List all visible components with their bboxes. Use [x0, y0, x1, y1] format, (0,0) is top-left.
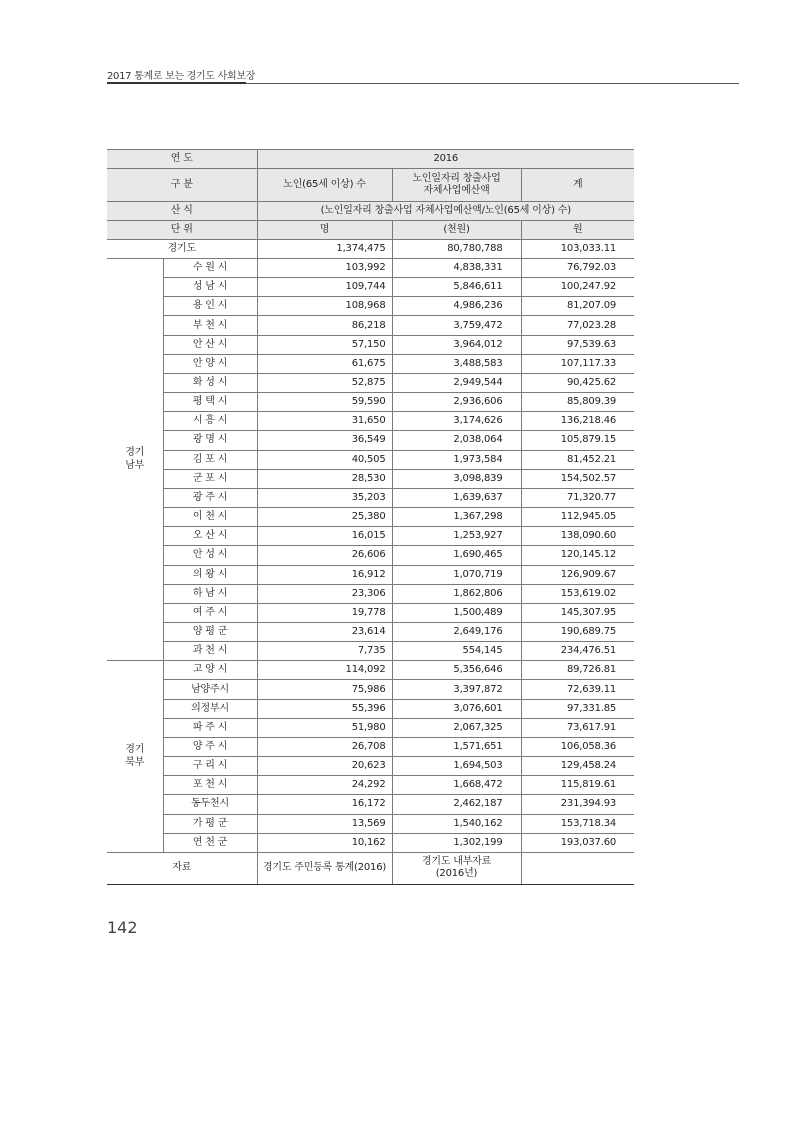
per-capita-budget-cell: 81,452.21: [521, 450, 634, 469]
city-name-cell: 의정부시: [163, 699, 257, 718]
per-capita-budget-cell: 100,247.92: [521, 278, 634, 297]
table-row: [107, 546, 634, 565]
column-header-budget-line1: 노인일자리 창출사업: [412, 173, 501, 184]
budget-cell: 1,694,503: [392, 757, 521, 776]
city-name-cell: 하 남 시: [163, 584, 257, 603]
table-row: [107, 584, 634, 603]
per-capita-budget-cell: 105,879.15: [521, 431, 634, 450]
table-row: [107, 833, 634, 852]
city-name-cell: 파 주 시: [163, 718, 257, 737]
unit-row: [107, 221, 634, 240]
column-header-total: 계: [521, 169, 634, 202]
table-row: [107, 776, 634, 795]
city-name-cell: 수 원 시: [163, 259, 257, 278]
table-row: [107, 488, 634, 507]
budget-cell: 4,838,331: [392, 259, 521, 278]
source-label: 자료: [107, 852, 257, 884]
elderly-population-cell: 55,396: [257, 699, 392, 718]
formula-row: [107, 202, 634, 221]
elderly-population-cell: 103,992: [257, 259, 392, 278]
elderly-population-cell: 40,505: [257, 450, 392, 469]
city-name-cell: 용 인 시: [163, 297, 257, 316]
header-rule-thin: [246, 83, 739, 84]
city-name-cell: 광 주 시: [163, 488, 257, 507]
budget-cell: 3,964,012: [392, 335, 521, 354]
per-capita-budget-cell: 154,502.57: [521, 469, 634, 488]
elderly-population-cell: 10,162: [257, 833, 392, 852]
elderly-population-cell: 52,875: [257, 373, 392, 392]
per-capita-budget-cell: 138,090.60: [521, 527, 634, 546]
source-budget-line2: (2016년): [435, 868, 478, 880]
elderly-population-cell: 86,218: [257, 316, 392, 335]
per-capita-budget-cell: 77,023.28: [521, 316, 634, 335]
unit-label: 단 위: [107, 221, 257, 240]
table-row: [107, 412, 634, 431]
per-capita-budget-cell: 153,718.34: [521, 814, 634, 833]
per-capita-budget-cell: 85,809.39: [521, 393, 634, 412]
city-name-cell: 의 왕 시: [163, 565, 257, 584]
per-capita-budget-cell: 97,539.63: [521, 335, 634, 354]
category-row: [107, 169, 634, 202]
elderly-population-cell: 61,675: [257, 354, 392, 373]
elderly-population-cell: 35,203: [257, 488, 392, 507]
table-row: [107, 259, 634, 278]
province-total: 103,033.11: [521, 240, 634, 259]
per-capita-budget-cell: 136,218.46: [521, 412, 634, 431]
city-name-cell: 성 남 시: [163, 278, 257, 297]
per-capita-budget-cell: 126,909.67: [521, 565, 634, 584]
city-name-cell: 안 성 시: [163, 546, 257, 565]
region-group-rows: [107, 259, 634, 853]
city-name-cell: 안 양 시: [163, 354, 257, 373]
per-capita-budget-cell: 71,320.77: [521, 488, 634, 507]
budget-cell: 3,488,583: [392, 354, 521, 373]
elderly-population-cell: 59,590: [257, 393, 392, 412]
city-name-cell: 고 양 시: [163, 661, 257, 680]
elderly-population-cell: 19,778: [257, 603, 392, 622]
budget-cell: 1,367,298: [392, 508, 521, 527]
elderly-population-cell: 75,986: [257, 680, 392, 699]
budget-cell: 2,462,187: [392, 795, 521, 814]
per-capita-budget-cell: 231,394.93: [521, 795, 634, 814]
budget-cell: 2,067,325: [392, 718, 521, 737]
table-row: [107, 527, 634, 546]
elderly-population-cell: 16,172: [257, 795, 392, 814]
region-group-label: [107, 661, 163, 853]
elderly-population-cell: 24,292: [257, 776, 392, 795]
table-row: [107, 737, 634, 756]
budget-cell: 1,668,472: [392, 776, 521, 795]
elderly-population-cell: 20,623: [257, 757, 392, 776]
city-name-cell: 이 천 시: [163, 508, 257, 527]
city-name-cell: 안 산 시: [163, 335, 257, 354]
elderly-population-cell: 114,092: [257, 661, 392, 680]
table-row: [107, 757, 634, 776]
formula-label: 산 식: [107, 202, 257, 221]
category-label: 구 분: [107, 169, 257, 202]
elderly-population-cell: 23,306: [257, 584, 392, 603]
table-row: [107, 680, 634, 699]
elderly-population-cell: 25,380: [257, 508, 392, 527]
table-row: [107, 373, 634, 392]
province-budget: 80,780,788: [392, 240, 521, 259]
city-name-cell: 오 산 시: [163, 527, 257, 546]
elderly-population-cell: 28,530: [257, 469, 392, 488]
city-name-cell: 부 천 시: [163, 316, 257, 335]
statistics-table: [107, 149, 634, 885]
table-row: [107, 565, 634, 584]
elderly-population-cell: 13,569: [257, 814, 392, 833]
elderly-population-cell: 7,735: [257, 642, 392, 661]
table-row: [107, 642, 634, 661]
column-header-budget: [392, 169, 521, 202]
running-header-title: 2017 통계로 보는 경기도 사회보장: [107, 71, 256, 82]
region-group-label-line1: 경기: [125, 744, 145, 756]
city-name-cell: 시 흥 시: [163, 412, 257, 431]
table-row: [107, 393, 634, 412]
city-name-cell: 군 포 시: [163, 469, 257, 488]
city-name-cell: 김 포 시: [163, 450, 257, 469]
budget-cell: 3,098,839: [392, 469, 521, 488]
table-row: [107, 814, 634, 833]
table-row: [107, 508, 634, 527]
per-capita-budget-cell: 129,458.24: [521, 757, 634, 776]
region-group-label-line2: 북부: [125, 756, 145, 768]
source-elderly: 경기도 주민등록 통계(2016): [257, 852, 392, 884]
elderly-population-cell: 57,150: [257, 335, 392, 354]
per-capita-budget-cell: 76,792.03: [521, 259, 634, 278]
unit-budget: (천원): [392, 221, 521, 240]
city-name-cell: 양 주 시: [163, 737, 257, 756]
table-row: [107, 661, 634, 680]
table-row: [107, 450, 634, 469]
table-row: [107, 354, 634, 373]
unit-total: 원: [521, 221, 634, 240]
year-row: [107, 150, 634, 169]
elderly-population-cell: 31,650: [257, 412, 392, 431]
budget-cell: 554,145: [392, 642, 521, 661]
budget-cell: 1,253,927: [392, 527, 521, 546]
per-capita-budget-cell: 112,945.05: [521, 508, 634, 527]
source-total: [521, 852, 634, 884]
region-group-label-line2: 남부: [125, 459, 145, 471]
table-source: [107, 852, 634, 884]
column-header-budget-line2: 자체사업예산액: [423, 185, 490, 196]
per-capita-budget-cell: 115,819.61: [521, 776, 634, 795]
province-elderly: 1,374,475: [257, 240, 392, 259]
budget-cell: 1,571,651: [392, 737, 521, 756]
city-name-cell: 과 천 시: [163, 642, 257, 661]
elderly-population-cell: 26,606: [257, 546, 392, 565]
per-capita-budget-cell: 90,425.62: [521, 373, 634, 392]
per-capita-budget-cell: 120,145.12: [521, 546, 634, 565]
per-capita-budget-cell: 73,617.91: [521, 718, 634, 737]
budget-cell: 1,540,162: [392, 814, 521, 833]
budget-cell: 3,174,626: [392, 412, 521, 431]
budget-cell: 4,986,236: [392, 297, 521, 316]
year-value: 2016: [257, 150, 634, 169]
per-capita-budget-cell: 193,037.60: [521, 833, 634, 852]
budget-cell: 3,076,601: [392, 699, 521, 718]
source-budget-line1: 경기도 내부자료: [421, 856, 492, 868]
city-name-cell: 가 평 군: [163, 814, 257, 833]
budget-cell: 1,690,465: [392, 546, 521, 565]
budget-cell: 1,500,489: [392, 603, 521, 622]
table-row: [107, 335, 634, 354]
budget-cell: 3,397,872: [392, 680, 521, 699]
budget-cell: 1,302,199: [392, 833, 521, 852]
unit-elderly: 명: [257, 221, 392, 240]
per-capita-budget-cell: 72,639.11: [521, 680, 634, 699]
budget-cell: 2,649,176: [392, 622, 521, 641]
elderly-population-cell: 51,980: [257, 718, 392, 737]
budget-cell: 1,862,806: [392, 584, 521, 603]
table-row: [107, 469, 634, 488]
per-capita-budget-cell: 190,689.75: [521, 622, 634, 641]
budget-cell: 1,639,637: [392, 488, 521, 507]
elderly-population-cell: 36,549: [257, 431, 392, 450]
city-name-cell: 포 천 시: [163, 776, 257, 795]
budget-cell: 1,973,584: [392, 450, 521, 469]
budget-cell: 3,759,472: [392, 316, 521, 335]
table-row: [107, 297, 634, 316]
city-name-cell: 광 명 시: [163, 431, 257, 450]
budget-cell: 2,936,606: [392, 393, 521, 412]
elderly-population-cell: 16,015: [257, 527, 392, 546]
per-capita-budget-cell: 97,331.85: [521, 699, 634, 718]
per-capita-budget-cell: 89,726.81: [521, 661, 634, 680]
per-capita-budget-cell: 153,619.02: [521, 584, 634, 603]
budget-cell: 1,070,719: [392, 565, 521, 584]
budget-cell: 5,846,611: [392, 278, 521, 297]
table-row: [107, 699, 634, 718]
region-group-label: [107, 259, 163, 661]
page-number: 142: [107, 918, 138, 937]
elderly-population-cell: 23,614: [257, 622, 392, 641]
source-budget: [392, 852, 521, 884]
region-group-label-line1: 경기: [125, 447, 145, 459]
per-capita-budget-cell: 107,117.33: [521, 354, 634, 373]
city-name-cell: 남양주시: [163, 680, 257, 699]
header-rule-thick: [107, 82, 246, 84]
table-row: [107, 622, 634, 641]
per-capita-budget-cell: 106,058.36: [521, 737, 634, 756]
source-row: [107, 852, 634, 884]
table-row: [107, 278, 634, 297]
table-row: [107, 795, 634, 814]
per-capita-budget-cell: 81,207.09: [521, 297, 634, 316]
table-row: [107, 603, 634, 622]
table-row: [107, 316, 634, 335]
column-header-elderly: 노인(65세 이상) 수: [257, 169, 392, 202]
city-name-cell: 동두천시: [163, 795, 257, 814]
city-name-cell: 여 주 시: [163, 603, 257, 622]
city-name-cell: 구 리 시: [163, 757, 257, 776]
elderly-population-cell: 26,708: [257, 737, 392, 756]
budget-cell: 5,356,646: [392, 661, 521, 680]
elderly-population-cell: 109,744: [257, 278, 392, 297]
budget-cell: 2,949,544: [392, 373, 521, 392]
table-header: [107, 150, 634, 259]
elderly-population-cell: 108,968: [257, 297, 392, 316]
elderly-population-cell: 16,912: [257, 565, 392, 584]
province-total-row: [107, 240, 634, 259]
formula-text: (노인일자리 창출사업 자체사업예산액/노인(65세 이상) 수): [257, 202, 634, 221]
city-name-cell: 화 성 시: [163, 373, 257, 392]
city-name-cell: 양 평 군: [163, 622, 257, 641]
city-name-cell: 연 천 군: [163, 833, 257, 852]
budget-cell: 2,038,064: [392, 431, 521, 450]
table-row: [107, 431, 634, 450]
province-name: 경기도: [107, 240, 257, 259]
table-row: [107, 718, 634, 737]
year-label: 연 도: [107, 150, 257, 169]
per-capita-budget-cell: 145,307.95: [521, 603, 634, 622]
per-capita-budget-cell: 234,476.51: [521, 642, 634, 661]
city-name-cell: 평 택 시: [163, 393, 257, 412]
